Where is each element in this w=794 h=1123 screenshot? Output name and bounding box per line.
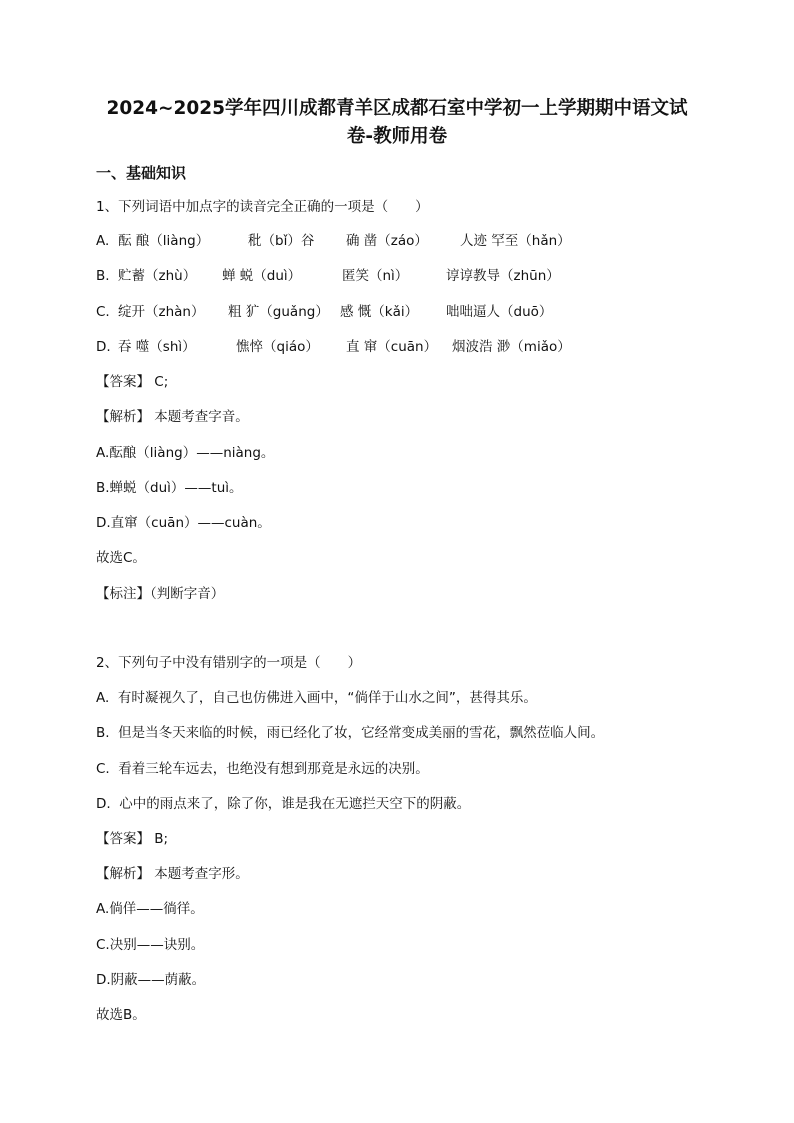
q1-option-b-item-3: 匿笑（nì） (342, 268, 409, 284)
q1-note-1: A.酝酿（liàng）——niàng。 (96, 445, 275, 461)
q1-option-b-item-4: 谆谆教导（zhūn） (446, 268, 560, 284)
q2-conclusion: 故选B。 (96, 1007, 146, 1023)
q1-tag: 【标注】（判断字音） (96, 586, 225, 602)
q1-analysis: 【解析】 本题考查字音。 (96, 409, 249, 425)
page-title-line1: 2024~2025学年四川成都青羊区成都石室中学初一上学期期中语文试 (106, 98, 688, 119)
q2-note-1: A.倘佯——徜徉。 (96, 901, 204, 917)
q1-note-2: B.蝉蜕（duì）——tuì。 (96, 480, 243, 496)
q1-option-c-item-3: 感 慨（kǎi） (340, 304, 419, 320)
question-2-stem: 2、下列句子中没有错别字的一项是（ ） (96, 655, 362, 671)
q1-option-c-item-2: 粗 犷（guǎng） (228, 304, 329, 320)
q1-option-d-item-1: 吞 噬（shì） (118, 339, 196, 355)
q2-answer: 【答案】 B; (96, 831, 169, 847)
q1-option-a-item-4: 人迹 罕至（hǎn） (460, 233, 571, 249)
q1-option-b-item-1: 贮蓄（zhù） (118, 268, 197, 284)
section-heading: 一、基础知识 (96, 164, 187, 182)
q1-option-b-label: B. (96, 268, 110, 284)
q2-analysis: 【解析】 本题考查字形。 (96, 866, 249, 882)
q1-option-a-item-1: 酝 酿（liàng） (118, 233, 210, 249)
q1-option-c-item-4: 咄咄逼人（duō） (446, 304, 553, 320)
q1-option-b-item-2: 蝉 蜕（duì） (222, 268, 302, 284)
q2-option-c: C. 看着三轮车远去，也绝没有想到那竟是永远的决别。 (96, 761, 429, 777)
q1-conclusion: 故选C。 (96, 550, 146, 566)
q1-option-d-label: D. (96, 339, 111, 355)
q2-option-b: B. 但是当冬天来临的时候，雨已经化了妆，它经常变成美丽的雪花，飘然莅临人间。 (96, 725, 605, 741)
q2-option-d: D. 心中的雨点来了，除了你，谁是我在无遮拦天空下的阴蔽。 (96, 796, 471, 812)
q1-option-d-item-4: 烟波浩 渺（miǎo） (452, 339, 571, 355)
q1-answer: 【答案】 C; (96, 374, 169, 390)
question-1-stem: 1、下列词语中加点字的读音完全正确的一项是（ ） (96, 199, 429, 215)
q1-option-d-item-3: 直 窜（cuān） (346, 339, 438, 355)
q1-option-c-label: C. (96, 304, 110, 320)
q1-option-a-label: A. (96, 233, 110, 249)
page-title-line2: 卷-教师用卷 (346, 126, 448, 147)
q1-option-a-item-3: 确 凿（záo） (346, 233, 428, 249)
q2-note-3: D.阴蔽——荫蔽。 (96, 972, 206, 988)
q1-note-3: D.直窜（cuān）——cuàn。 (96, 515, 271, 531)
q2-option-a: A. 有时凝视久了，自己也仿佛进入画中，“倘佯于山水之间”，甚得其乐。 (96, 690, 537, 706)
q1-option-d-item-2: 憔悴（qiáo） (236, 339, 319, 355)
q1-option-a-item-2: 秕（bǐ）谷 (248, 233, 315, 249)
q1-option-c-item-1: 绽开（zhàn） (118, 304, 205, 320)
q2-note-2: C.决别——诀别。 (96, 937, 205, 953)
